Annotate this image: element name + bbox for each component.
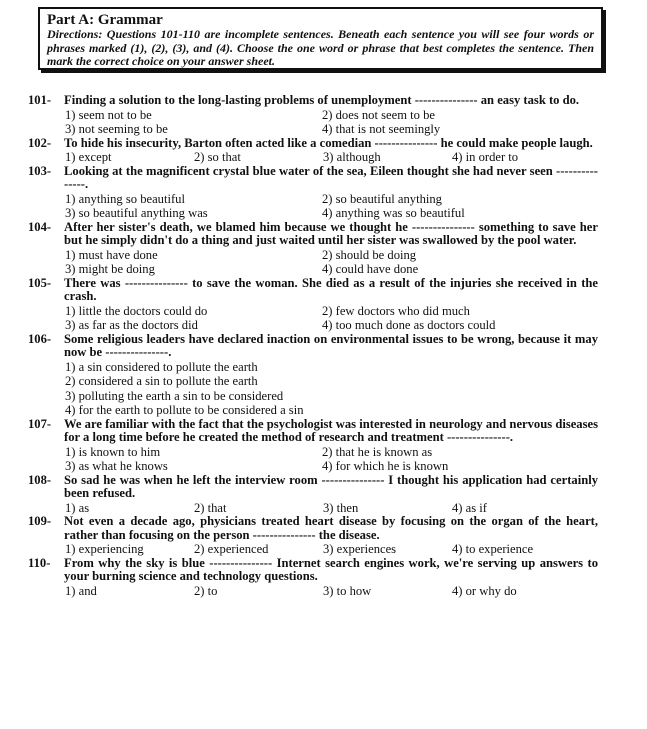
question-number: 103- [28,163,52,178]
question-stem: Finding a solution to the long-lasting problems of unemployment --------------- an easy task to do. [64,93,580,107]
question-103 [28,165,598,221]
option-3: 3) as far as the doctors did [65,318,198,332]
option-2: 2) should be doing [322,247,417,262]
option-1: 1) little the doctors could do [65,303,208,318]
option-4: 4) anything was so beautiful [322,206,465,220]
option-1: 1) seem not to be [65,107,152,122]
option-4: 4) too much done as doctors could [322,318,496,332]
directions-box [38,7,603,70]
option-4: 4) for the earth to pollute to be considered a sin [65,403,304,417]
question-105 [28,277,598,333]
option-1: 1) and [65,583,97,598]
option-1: 1) as [65,500,90,515]
question-stem: We are familiar with the fact that the psychologist was interested in neurology and nervous diseases for a long time before he created the method of research and treatment ---------------. [64,416,598,444]
options [65,150,598,165]
question-number: 102- [28,135,52,150]
question-stem: From why the sky is blue --------------- Internet search engines work, we're serving up answers to your burning science and technology questions. [64,555,598,583]
option-2: 2) to [194,583,218,598]
options [65,108,598,137]
option-3: 3) so beautiful anything was [65,206,208,220]
question-stem: Some religious leaders have declared inaction on environmental issues to be wrong, because it may now be ---------------. [64,331,598,359]
option-1: 1) except [65,150,112,164]
question-stem: So sad he was when he left the interview room --------------- I thought his application had certainly been refused. [64,472,598,500]
question-number: 110- [28,555,51,570]
option-1: 1) is known to him [65,444,161,459]
options [65,542,598,557]
options [65,445,598,474]
option-1: 1) experiencing [65,542,144,556]
question-number: 105- [28,275,52,290]
option-2: 2) experienced [194,542,269,556]
options [65,584,598,599]
option-4: 4) for which he is known [322,459,449,473]
option-2: 2) so that [194,150,241,164]
option-2: 2) few doctors who did much [322,303,470,318]
question-stem: After her sister's death, we blamed him because we thought he --------------- something to save her but he simply didn't do a thing and just waited until her sister was swallowed by the pool water. [64,219,598,247]
option-4: 4) or why do [452,583,517,598]
option-3: 3) might be doing [65,262,155,276]
question-104 [28,221,598,277]
option-3: 3) then [323,500,359,515]
options [65,501,598,516]
question-109 [28,515,598,557]
option-2: 2) that he is known as [322,444,433,459]
question-number: 109- [28,514,52,528]
option-3: 3) experiences [323,542,397,556]
option-1: 1) must have done [65,247,158,262]
option-4: 4) could have done [322,262,419,276]
question-number: 101- [28,93,52,107]
question-number: 106- [28,331,52,346]
question-101 [28,94,598,137]
option-3: 3) although [323,150,381,164]
options [65,192,598,221]
question-number: 104- [28,219,52,234]
option-3: 3) not seeming to be [65,122,168,136]
question-110 [28,557,598,599]
directions-text: Directions: Questions 101-110 are incomplete sentences. Beneath each sentence you will see four words or phrases marked (1), (2), (3), and (4). Choose the one word or phrase that best completes the sentence. Then mark the correct choice on your answer sheet. [47,27,594,68]
question-stem: Looking at the magnificent crystal blue water of the sea, Eileen thought she had never seen ---------------. [64,163,598,191]
option-1: 1) anything so beautiful [65,191,185,206]
option-4: 4) in order to [452,150,519,164]
option-4: 4) to experience [452,542,534,556]
options [65,248,598,277]
question-108 [28,474,598,516]
question-number: 108- [28,472,52,487]
question-stem: There was --------------- to save the woman. She died as a result of the injuries she received in the crash. [64,275,598,303]
option-1: 1) a sin considered to pollute the earth [65,359,258,374]
option-2: 2) does not seem to be [322,107,435,122]
option-3: 3) polluting the earth a sin to be considered [65,388,284,403]
options [65,304,598,333]
option-2: 2) that [194,500,227,515]
option-3: 3) as what he knows [65,459,168,473]
section-title: Part A: Grammar [47,12,163,28]
options [65,360,598,418]
question-list [28,94,598,598]
option-3: 3) to how [323,583,372,598]
option-2: 2) considered a sin to pollute the earth [65,374,258,388]
question-stem: To hide his insecurity, Barton often acted like a comedian --------------- he could make people laugh. [64,135,593,150]
option-4: 4) that is not seemingly [322,122,441,136]
question-106 [28,333,598,418]
question-number: 107- [28,416,52,431]
question-stem: Not even a decade ago, physicians treated heart disease by focusing on the organ of the heart, rather than focusing on the person --------------- the disease. [64,514,598,542]
question-102 [28,137,598,165]
option-4: 4) as if [452,500,487,515]
option-2: 2) so beautiful anything [322,191,442,206]
question-107 [28,418,598,474]
